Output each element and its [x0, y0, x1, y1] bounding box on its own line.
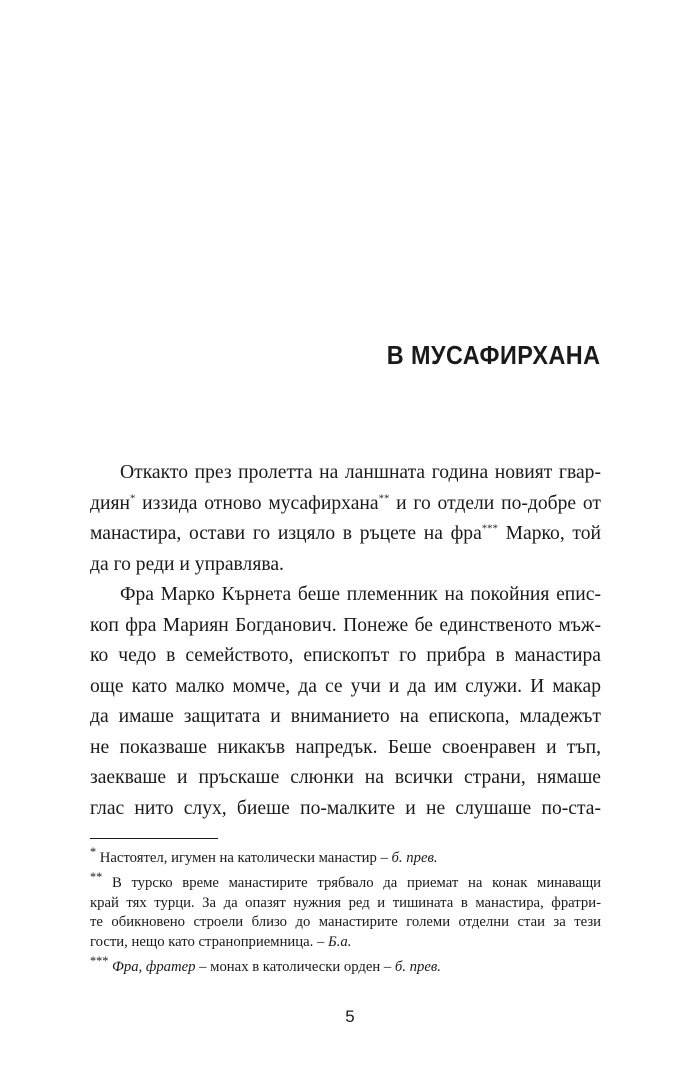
footnote-2-cont: гости, нещо като страноприемница. – Б.а.	[90, 933, 352, 950]
footnote-ref: *	[129, 491, 136, 504]
text-line: заекваше и пръскаше слюнки на всички страни, нямаше	[90, 767, 601, 788]
footnote-2-cont: край тях турци. За да опазят нужния ред и тишината в манастира, фратри-	[90, 894, 601, 911]
page-number: 5	[345, 1007, 355, 1026]
footnote-3: *** Фра, фратер – монах в католически орден – б. прев.	[90, 954, 441, 976]
text-line: да имаше защитата и вниманието на епископа, младежът	[90, 706, 601, 727]
text-line: ко чедо в семейството, епископът го прибра в манастира	[90, 645, 601, 666]
footnote-divider	[90, 838, 218, 839]
footnotes	[90, 843, 601, 978]
footnote-2-cont: те обикновено строели близо до манастирите големи отделни стаи за тези	[90, 914, 601, 931]
footnote-ref: **	[378, 491, 390, 504]
text-line: не показваше никакъв напредък. Беше своенравен и тъп,	[90, 736, 601, 758]
text-line: коп фра Мариян Богданович. Понеже бе единственото мъж-	[90, 614, 601, 636]
footnote-ref: ***	[481, 522, 498, 535]
text-line: диян* иззида отново мусафирхана** и го отдели по-добре от	[90, 491, 601, 514]
text-line: Откакто през пролетта на ланшната година новият гвар-	[120, 462, 601, 483]
text-line: манастира, остави го изцяло в ръцете на фра*** Марко, той	[90, 522, 601, 544]
text-line: да го реди и управлява.	[90, 553, 284, 575]
text-line: глас нито слух, биеше по-малките и не слушаше по-ста-	[90, 797, 601, 819]
footnote-1: * Настоятел, игумен на католически манастир – б. прев.	[90, 845, 438, 866]
body-text	[90, 458, 601, 824]
text-line: още като малко момче, да се учи и да им служи. И макар	[90, 675, 601, 697]
text-line: Фра Марко Кърнета беше племенник на покойния епис-	[120, 584, 601, 605]
footnote-2: ** В турско време манастирите трябвало да приемат на конак минаващи	[90, 870, 601, 892]
chapter-title: В МУСАФИРХАНА	[386, 340, 600, 370]
